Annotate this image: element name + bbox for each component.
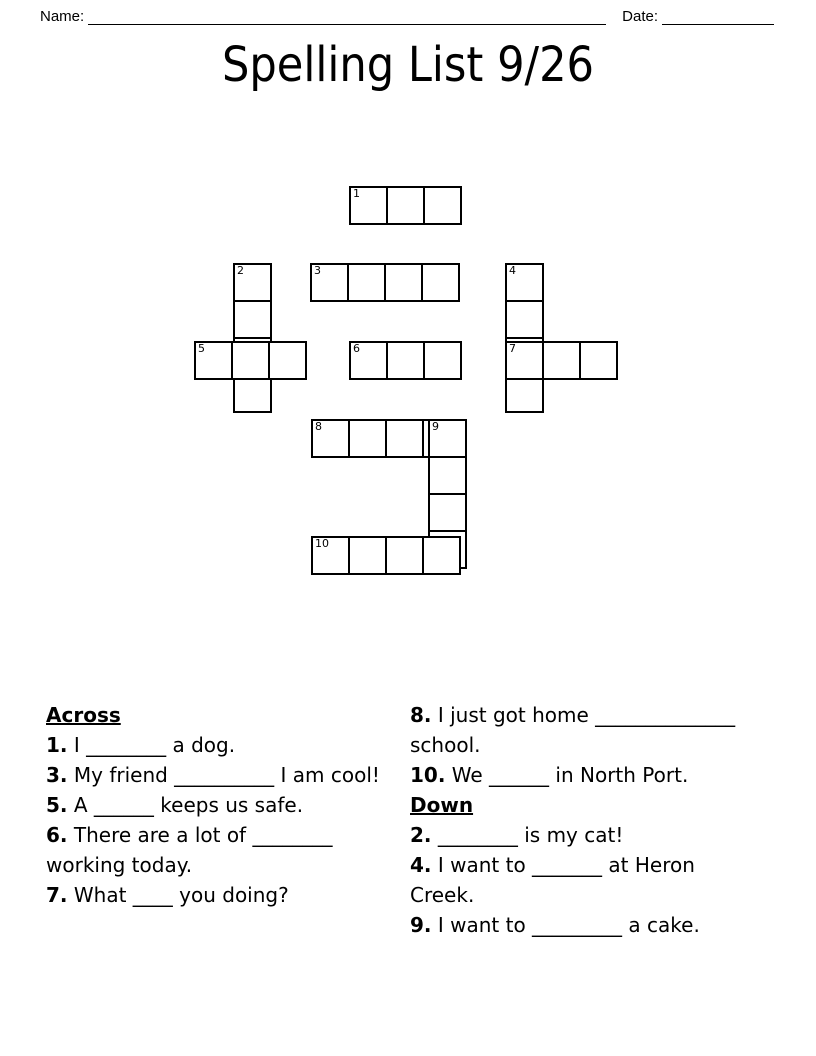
clue-text: My friend __________ I am cool! [67, 763, 380, 787]
crossword-cell[interactable] [310, 263, 349, 302]
clue-text: We ______ in North Port. [445, 763, 689, 787]
crossword-cell[interactable] [428, 456, 467, 495]
clue-across-5 [46, 790, 391, 820]
crossword-cell[interactable] [428, 419, 467, 458]
clue-across-7 [46, 880, 391, 910]
crossword-cell[interactable] [349, 341, 388, 380]
crossword-cell[interactable] [423, 186, 462, 225]
crossword-cell[interactable] [423, 341, 462, 380]
clue-number: 7. [46, 883, 68, 907]
clues-column-right [410, 700, 755, 940]
crossword-cell[interactable] [386, 341, 425, 380]
clue-number: 2. [410, 823, 432, 847]
cell-number-6: 6 [353, 342, 360, 355]
crossword-cell[interactable] [268, 341, 307, 380]
crossword-cell[interactable] [505, 263, 544, 302]
clue-down-9 [410, 910, 755, 940]
clue-across-1 [46, 730, 391, 760]
clue-text: There are a lot of ________ working today. [46, 823, 333, 877]
name-label: Name: [40, 8, 85, 25]
crossword-cell[interactable] [231, 341, 270, 380]
crossword-cell[interactable] [194, 341, 233, 380]
down-heading: Down [410, 793, 474, 817]
crossword-cell[interactable] [233, 263, 272, 302]
clue-text: I want to _________ a cake. [431, 913, 700, 937]
cell-number-9: 9 [432, 420, 439, 433]
clue-number: 1. [46, 733, 68, 757]
clue-number: 8. [410, 703, 432, 727]
crossword-cell[interactable] [542, 341, 581, 380]
crossword-cell[interactable] [385, 419, 424, 458]
clue-number: 5. [46, 793, 68, 817]
crossword-cell[interactable] [579, 341, 618, 380]
clues-column-left [46, 700, 391, 910]
clue-down-2 [410, 820, 755, 850]
clue-text: A ______ keeps us safe. [67, 793, 304, 817]
clue-across-3 [46, 760, 391, 790]
crossword-cell[interactable] [386, 186, 425, 225]
crossword-cell[interactable] [348, 536, 387, 575]
across-heading: Across [46, 703, 121, 727]
clue-down-4 [410, 850, 755, 910]
cell-number-7: 7 [509, 342, 516, 355]
clue-text: I want to _______ at Heron Creek. [410, 853, 695, 907]
clue-text: What ____ you doing? [67, 883, 289, 907]
page-title: Spelling List 9/26 [221, 37, 595, 93]
cell-number-4: 4 [509, 264, 516, 277]
clue-across-8 [410, 700, 755, 760]
clue-across-6 [46, 820, 391, 880]
clue-number: 6. [46, 823, 68, 847]
clue-across-10 [410, 760, 755, 790]
crossword-cell[interactable] [421, 263, 460, 302]
cell-number-2: 2 [237, 264, 244, 277]
date-label: Date: [622, 8, 658, 25]
crossword-cell[interactable] [311, 419, 350, 458]
crossword-cell[interactable] [348, 419, 387, 458]
crossword-cell[interactable] [347, 263, 386, 302]
clue-number: 9. [410, 913, 432, 937]
crossword-cell[interactable] [505, 341, 544, 380]
crossword-cell[interactable] [233, 300, 272, 339]
crossword-cell[interactable] [505, 300, 544, 339]
crossword-cell[interactable] [422, 536, 461, 575]
cell-number-3: 3 [314, 264, 321, 277]
clue-text: ________ is my cat! [431, 823, 624, 847]
clue-number: 10. [410, 763, 446, 787]
clue-number: 4. [410, 853, 432, 877]
clue-text: I just got home ______________ school. [410, 703, 736, 757]
cell-number-10: 10 [315, 537, 329, 550]
clue-number: 3. [46, 763, 68, 787]
cell-number-1: 1 [353, 187, 360, 200]
cell-number-5: 5 [198, 342, 205, 355]
crossword-cell[interactable] [428, 493, 467, 532]
clues-section [0, 700, 816, 1000]
crossword-cell[interactable] [311, 536, 350, 575]
cell-number-8: 8 [315, 420, 322, 433]
crossword-cell[interactable] [384, 263, 423, 302]
crossword-cell[interactable] [385, 536, 424, 575]
crossword-cell[interactable] [349, 186, 388, 225]
clue-text: I ________ a dog. [67, 733, 236, 757]
